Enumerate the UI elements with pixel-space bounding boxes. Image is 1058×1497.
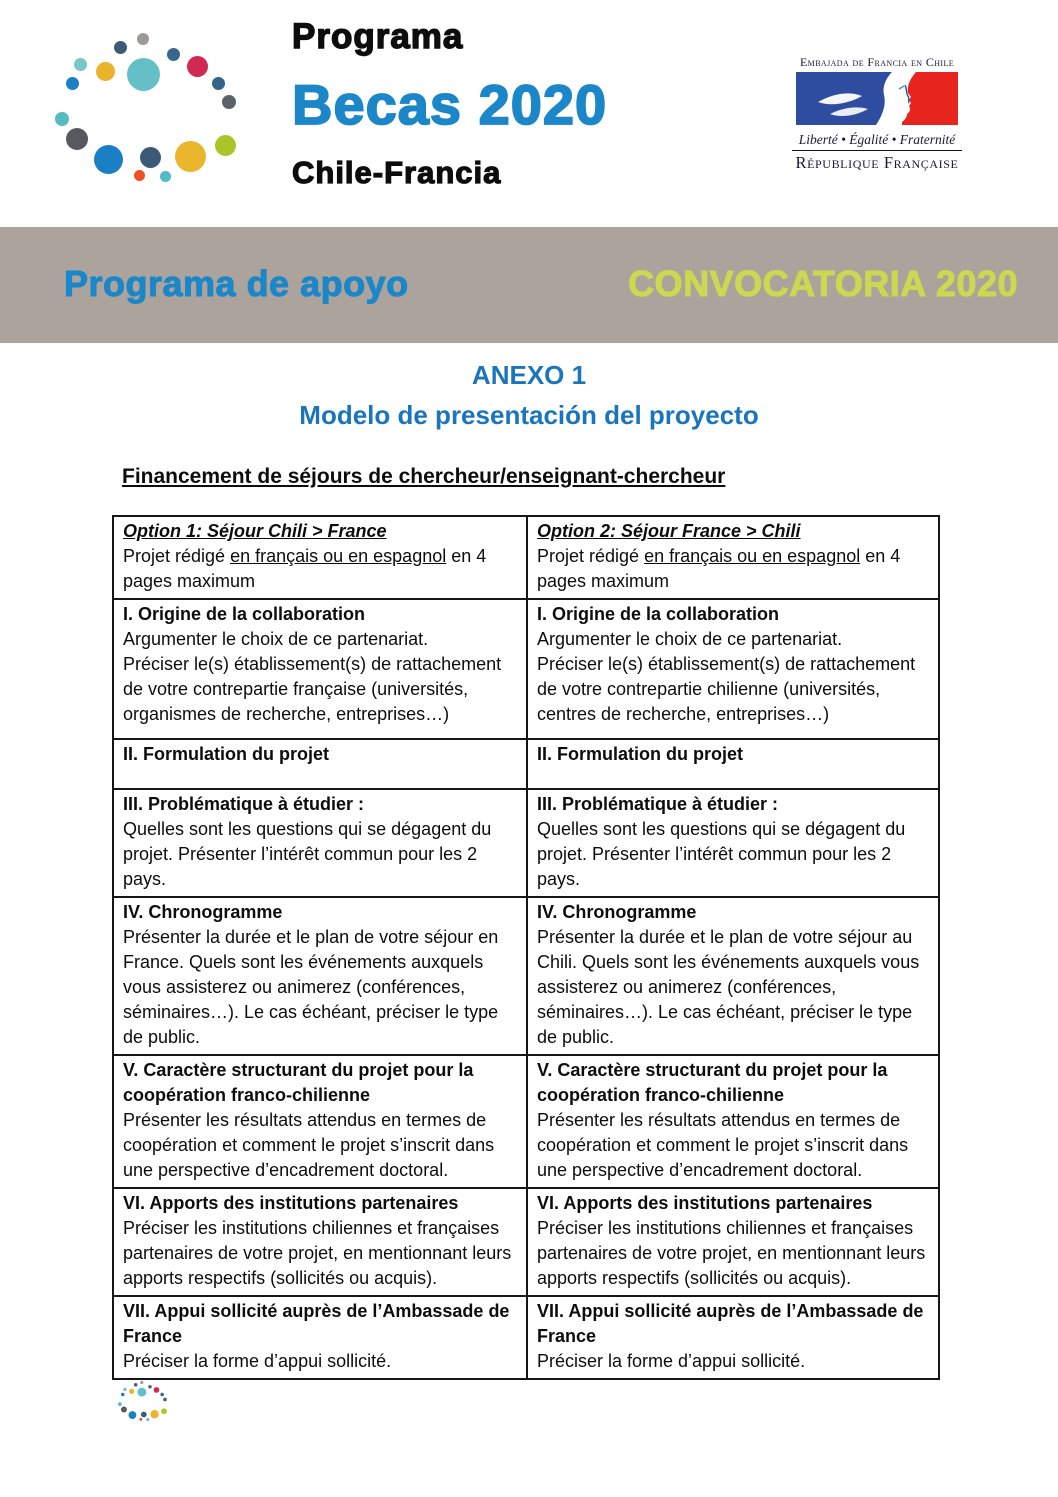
logo-dot	[134, 1383, 138, 1387]
embassy-name-label: Embajada de Francia en Chile	[799, 55, 955, 69]
text: Présenter la durée et le plan de votre séjour au Chili. Quels sont les événements auxquels vous assisterez ou animerez (conférences, séminaires…). Le cas échéant, préciser le type de public.	[537, 927, 920, 1047]
banner-left-title: Programa de apoyo	[64, 263, 409, 304]
text: Quelles sont les questions qui se dégagent du projet. Présenter l’intérêt commun pour les 2 pays.	[123, 819, 492, 889]
underlined-text: en français ou en espagnol	[230, 546, 447, 566]
text: Quelles sont les questions qui se dégagent du projet. Présenter l’intérêt commun pour les 2 pays.	[537, 819, 906, 889]
program-dots-logo-icon	[55, 26, 255, 196]
logo-dot	[187, 56, 208, 77]
cell-paragraph	[537, 652, 928, 727]
table-cell	[526, 1297, 938, 1378]
cell-paragraph	[123, 652, 516, 727]
table-cell	[526, 1056, 938, 1187]
table-row	[114, 1056, 938, 1189]
cell-paragraph	[537, 817, 928, 892]
cell-paragraph	[123, 544, 516, 594]
cell-paragraph	[123, 925, 516, 1050]
logo-dot	[222, 95, 236, 109]
cell-heading: III. Problématique à étudier :	[537, 794, 779, 814]
cell-heading: I. Origine de la collaboration	[537, 604, 780, 624]
table-cell	[114, 517, 526, 598]
logo-dot	[127, 58, 160, 91]
cell-paragraph	[537, 925, 928, 1050]
logo-dot	[212, 77, 225, 90]
logo-dot	[137, 33, 149, 45]
cell-heading: I. Origine de la collaboration	[123, 604, 366, 624]
table-cell	[526, 600, 938, 738]
logo-dot	[94, 145, 123, 174]
logo-dot	[55, 112, 69, 126]
program-dots-logo-small-icon	[118, 1379, 172, 1425]
republic-label: République Française	[795, 153, 959, 172]
logo-dot	[66, 128, 88, 150]
cell-paragraph	[123, 817, 516, 892]
text: Préciser la forme d’appui sollicité.	[537, 1351, 806, 1371]
option-heading: Option 1: Séjour Chili > France	[123, 521, 387, 541]
cell-heading: VI. Apports des institutions partenaires	[537, 1193, 873, 1213]
cell-heading: V. Caractère structurant du projet pour la coopération franco-chilienne	[123, 1060, 474, 1105]
logo-dot	[161, 1408, 167, 1414]
table-cell	[114, 790, 526, 896]
embassy-divider	[792, 150, 962, 151]
text: Projet rédigé	[537, 546, 645, 566]
table-row	[114, 600, 938, 740]
table-row	[114, 517, 938, 600]
logo-dot	[139, 1418, 142, 1421]
text: en 4 pages maximum	[123, 546, 487, 591]
modelo-subtitle: Modelo de presentación del proyecto	[299, 400, 759, 430]
program-title-block	[292, 16, 607, 192]
table-cell	[114, 1189, 526, 1295]
logo-dot	[140, 147, 161, 168]
text: Préciser le(s) établissement(s) de rattachement de votre contrepartie chilienne (universités, centres de recherche, entreprises…)	[537, 654, 916, 724]
logo-dot	[129, 1389, 134, 1394]
table-cell	[526, 517, 938, 598]
cell-paragraph	[537, 1108, 928, 1183]
cell-heading: IV. Chronogramme	[123, 902, 283, 922]
cell-paragraph	[123, 1349, 516, 1374]
logo-dot	[137, 1388, 146, 1397]
text: Préciser les institutions chiliennes et françaises partenaires de votre projet, en mentionnant leurs apports respectifs (sollicités ou acquis).	[537, 1218, 926, 1288]
table-row	[114, 1297, 938, 1380]
table-row	[114, 790, 938, 898]
banner-right-title: CONVOCATORIA 2020	[628, 263, 1018, 304]
text: en 4 pages maximum	[537, 546, 901, 591]
logo-dot	[160, 1393, 164, 1397]
motto-label: Liberté • Égalité • Fraternité	[798, 132, 956, 147]
french-flag-marianne-icon	[791, 72, 963, 130]
table-cell	[114, 1056, 526, 1187]
logo-dot	[163, 1398, 167, 1402]
cell-heading: III. Problématique à étudier :	[123, 794, 365, 814]
cell-paragraph	[123, 627, 516, 652]
text: Préciser la forme d’appui sollicité.	[123, 1351, 392, 1371]
program-title-line3: Chile-Francia	[292, 155, 502, 190]
project-table	[112, 515, 940, 1380]
table-cell	[526, 790, 938, 896]
program-title-line1: Programa	[292, 17, 464, 56]
cell-paragraph	[123, 1216, 516, 1291]
table-cell	[526, 898, 938, 1054]
banner	[0, 227, 1058, 343]
table-cell	[114, 898, 526, 1054]
logo-dot	[96, 62, 115, 81]
cell-heading: VI. Apports des institutions partenaires	[123, 1193, 459, 1213]
logo-dot	[148, 1385, 152, 1389]
logo-dot	[160, 171, 171, 182]
table-row	[114, 1189, 938, 1297]
logo-dot	[150, 1410, 158, 1418]
cell-heading: II. Formulation du projet	[123, 744, 329, 764]
table-cell	[114, 1297, 526, 1378]
logo-dot	[74, 58, 87, 71]
text: Présenter la durée et le plan de votre séjour en France. Quels sont les événements auxquels vous assisterez ou animerez (conférences, séminaires…). Le cas échéant, préciser le type de public.	[123, 927, 499, 1047]
cell-heading: VII. Appui sollicité auprès de l’Ambassade de France	[537, 1301, 924, 1346]
logo-dot	[215, 135, 236, 156]
logo-dot	[140, 1381, 143, 1384]
table-cell	[526, 740, 938, 788]
cell-paragraph	[537, 1216, 928, 1291]
logo-dot	[167, 48, 180, 61]
table-row	[114, 898, 938, 1056]
logo-dot	[141, 1412, 147, 1418]
table-cell	[114, 600, 526, 738]
program-title-line2: Becas 2020	[292, 73, 608, 136]
text: Argumenter le choix de ce partenariat.	[537, 629, 843, 649]
cell-paragraph	[537, 1349, 928, 1374]
cell-heading: IV. Chronogramme	[537, 902, 697, 922]
underlined-text: en français ou en espagnol	[644, 546, 861, 566]
text: Présenter les résultats attendus en termes de coopération et comment le projet s’inscrit dans une perspective d’encadrement doctoral.	[123, 1110, 495, 1180]
cell-heading: II. Formulation du projet	[537, 744, 743, 764]
cell-paragraph	[537, 627, 928, 652]
logo-dot	[118, 1402, 122, 1406]
logo-dot	[114, 41, 127, 54]
logo-dot	[128, 1411, 136, 1419]
text: Argumenter le choix de ce partenariat.	[123, 629, 429, 649]
text: Projet rédigé	[123, 546, 231, 566]
cell-heading: VII. Appui sollicité auprès de l’Ambassade de France	[123, 1301, 510, 1346]
logo-dot	[66, 77, 79, 90]
option-heading: Option 2: Séjour France > Chili	[537, 521, 801, 541]
text: Présenter les résultats attendus en termes de coopération et comment le projet s’inscrit dans une perspective d’encadrement doctoral.	[537, 1110, 909, 1180]
logo-dot	[146, 1418, 149, 1421]
logo-dot	[175, 141, 206, 172]
table-cell	[526, 1189, 938, 1295]
logo-dot	[134, 170, 145, 181]
logo-dot	[123, 1388, 127, 1392]
text: Préciser les institutions chiliennes et françaises partenaires de votre projet, en mentionnant leurs apports respectifs (sollicités ou acquis).	[123, 1218, 512, 1288]
logo-dot	[154, 1387, 160, 1393]
financement-heading: Financement de séjours de chercheur/enseignant-chercheur	[122, 465, 726, 488]
text: Préciser le(s) établissement(s) de rattachement de votre contrepartie française (universités, organismes de recherche, entreprises…)	[123, 654, 502, 724]
logo-dot	[121, 1393, 125, 1397]
cell-paragraph	[537, 544, 928, 594]
table-row	[114, 740, 938, 790]
embassy-logo	[791, 55, 963, 173]
logo-dot	[121, 1407, 127, 1413]
cell-paragraph	[123, 1108, 516, 1183]
anexo-title: ANEXO 1	[471, 360, 587, 390]
table-cell	[114, 740, 526, 788]
cell-heading: V. Caractère structurant du projet pour la coopération franco-chilienne	[537, 1060, 888, 1105]
